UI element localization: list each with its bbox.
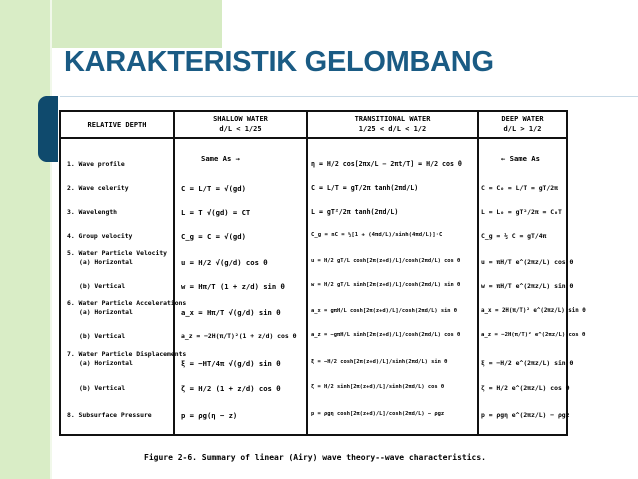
cell-transitional-group-velocity: C_g = nC = ½[1 + (4πd/L)/sinh(4πd/L)]·C bbox=[311, 232, 443, 238]
header-shallow-condition: d/L < 1/25 bbox=[219, 125, 262, 133]
figure-caption: Figure 2-6. Summary of linear (Airy) wave theory--wave characteristics. bbox=[144, 453, 486, 462]
cell-transitional-acceleration-horizontal: a_x = gπH/L cosh[2π(z+d)/L]/cosh(2πd/L) sin θ bbox=[311, 308, 458, 314]
row-label-particle-displacements: 7. Water Particle Displacements bbox=[67, 350, 187, 358]
column-divider bbox=[477, 112, 479, 434]
row-label-acceleration-horizontal: (a) Horizontal bbox=[79, 308, 133, 316]
cell-deep-displacement-vertical: ζ = H/2 e^(2πz/L) cos θ bbox=[481, 384, 570, 392]
row-label-velocity-horizontal: (a) Horizontal bbox=[79, 258, 133, 266]
column-divider bbox=[306, 112, 308, 434]
row-label-group-velocity: 4. Group velocity bbox=[67, 232, 133, 240]
wave-characteristics-table bbox=[59, 110, 586, 436]
cell-shallow-velocity-vertical: w = Hπ/T (1 + z/d) sin θ bbox=[181, 282, 285, 291]
header-relative-depth: RELATIVE DEPTH bbox=[87, 121, 147, 129]
header-transitional-condition: 1/25 < d/L < 1/2 bbox=[358, 125, 427, 133]
cell-shallow-velocity-horizontal: u = H/2 √(g/d) cos θ bbox=[181, 258, 268, 267]
row-label-velocity-vertical: (b) Vertical bbox=[79, 282, 126, 290]
cell-deep-wave-profile: ← Same As bbox=[501, 154, 540, 163]
row-label-particle-velocity: 5. Water Particle Velocity bbox=[67, 249, 168, 257]
cell-transitional-acceleration-vertical: a_z = −gπH/L sinh[2π(z+d)/L]/cosh(2πd/L) cos θ bbox=[311, 332, 461, 338]
slide-side-strip bbox=[0, 0, 50, 479]
row-label-displacement-horizontal: (a) Horizontal bbox=[79, 359, 133, 367]
cell-transitional-wavelength: L = gT²/2π tanh(2πd/L) bbox=[311, 208, 399, 216]
cell-deep-acceleration-vertical: a_z = −2H(π/T)² e^(2πz/L) cos θ bbox=[481, 332, 586, 338]
title-divider bbox=[60, 96, 638, 97]
slide-side-stripe bbox=[50, 0, 52, 479]
cell-shallow-displacement-horizontal: ξ = −HT/4π √(g/d) sin θ bbox=[181, 359, 281, 368]
cell-transitional-velocity-horizontal: u = H/2 gT/L cosh[2π(z+d)/L]/cosh(2πd/L) cos θ bbox=[311, 258, 461, 264]
slide-accent-blue-tab-edge bbox=[46, 96, 58, 162]
cell-deep-subsurface-pressure: p = ρgη e^(2πz/L) − ρgz bbox=[481, 411, 570, 419]
header-divider bbox=[61, 137, 566, 139]
row-label-subsurface-pressure: 8. Subsurface Pressure bbox=[67, 411, 152, 419]
cell-transitional-subsurface-pressure: p = ρgη cosh[2π(z+d)/L]/cosh(2πd/L) − ρgz bbox=[311, 411, 445, 417]
cell-deep-velocity-horizontal: u = πH/T e^(2πz/L) cos θ bbox=[481, 258, 574, 266]
cell-shallow-wavelength: L = T √(gd) = CT bbox=[181, 208, 251, 217]
cell-deep-wave-celerity: C = C₀ = L/T = gT/2π bbox=[481, 184, 558, 192]
row-label-wave-profile: 1. Wave profile bbox=[67, 160, 125, 168]
cell-transitional-wave-celerity: C = L/T = gT/2π tanh(2πd/L) bbox=[311, 184, 419, 192]
cell-deep-displacement-horizontal: ξ = −H/2 e^(2πz/L) sin θ bbox=[481, 359, 574, 367]
cell-shallow-subsurface-pressure: p = ρg(η − z) bbox=[181, 411, 238, 420]
row-label-displacement-vertical: (b) Vertical bbox=[79, 384, 126, 392]
cell-deep-group-velocity: C_g = ½ C = gT/4π bbox=[481, 232, 547, 240]
cell-shallow-acceleration-horizontal: a_x = Hπ/T √(g/d) sin θ bbox=[181, 308, 281, 317]
row-label-acceleration-vertical: (b) Vertical bbox=[79, 332, 126, 340]
header-deep-condition: d/L > 1/2 bbox=[503, 125, 542, 133]
header-deep-water: DEEP WATER bbox=[501, 115, 544, 123]
slide-title: KARAKTERISTIK GELOMBANG bbox=[64, 46, 494, 78]
cell-transitional-displacement-vertical: ζ = H/2 sinh[2π(z+d)/L]/sinh(2πd/L) cos θ bbox=[311, 384, 445, 390]
cell-shallow-wave-celerity: C = L/T = √(gd) bbox=[181, 184, 246, 193]
cell-deep-acceleration-horizontal: a_x = 2H(π/T)² e^(2πz/L) sin θ bbox=[481, 308, 586, 314]
cell-deep-wavelength: L = L₀ = gT²/2π = C₀T bbox=[481, 208, 562, 216]
cell-deep-velocity-vertical: w = πH/T e^(2πz/L) sin θ bbox=[481, 282, 574, 290]
cell-shallow-group-velocity: C_g = C = √(gd) bbox=[181, 232, 246, 241]
cell-shallow-wave-profile: Same As → bbox=[201, 154, 240, 163]
row-label-wave-celerity: 2. Wave celerity bbox=[67, 184, 129, 192]
column-divider bbox=[173, 112, 175, 434]
cell-transitional-velocity-vertical: w = H/2 gT/L sinh[2π(z+d)/L]/cosh(2πd/L) sin θ bbox=[311, 282, 461, 288]
cell-transitional-displacement-horizontal: ξ = −H/2 cosh[2π(z+d)/L]/sinh(2πd/L) sin θ bbox=[311, 359, 448, 365]
cell-shallow-acceleration-vertical: a_z = −2H(π/T)²(1 + z/d) cos θ bbox=[181, 332, 297, 340]
row-label-particle-accelerations: 6. Water Particle Accelerations bbox=[67, 299, 187, 307]
cell-shallow-displacement-vertical: ζ = H/2 (1 + z/d) cos θ bbox=[181, 384, 281, 393]
row-label-wavelength: 3. Wavelength bbox=[67, 208, 118, 216]
cell-transitional-wave-profile: η = H/2 cos[2πx/L − 2πt/T] = H/2 cos θ bbox=[311, 160, 462, 168]
header-transitional-water: TRANSITIONAL WATER bbox=[354, 115, 431, 123]
header-shallow-water: SHALLOW WATER bbox=[213, 115, 268, 123]
